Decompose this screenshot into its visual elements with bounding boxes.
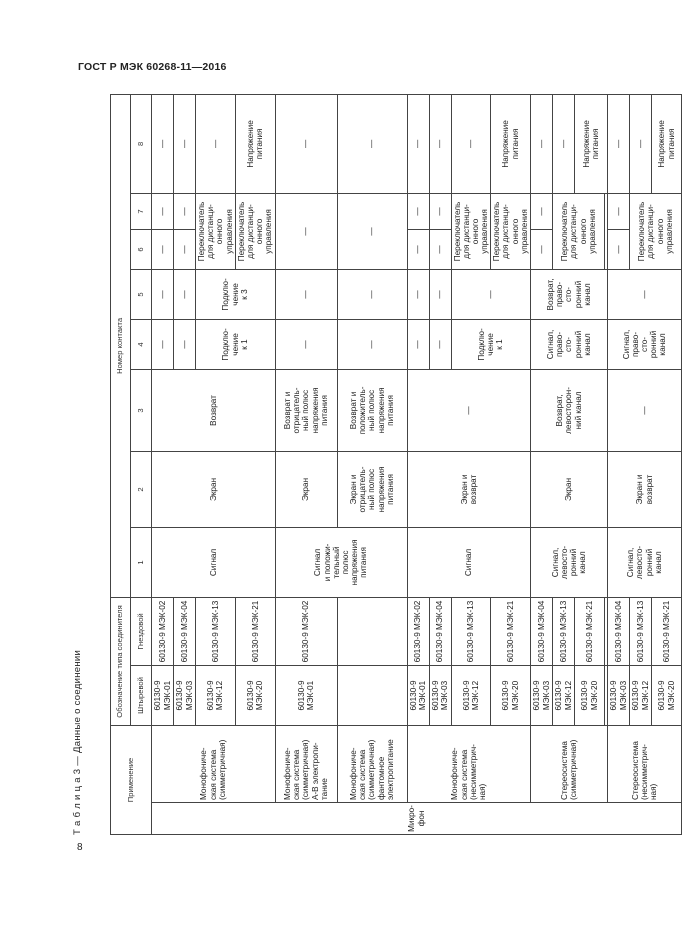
table-cell: 60130-9 МЭК-13	[553, 597, 575, 665]
page-number: 8	[77, 842, 83, 853]
table-cell: —	[275, 269, 337, 319]
table-cell: 60130-9 МЭК-02	[152, 597, 174, 665]
table-cell: —	[531, 193, 553, 229]
table-cell: —	[174, 193, 196, 229]
table-cell: 60130-9 МЭК-04	[608, 597, 630, 665]
application-mono-unsymmetric: Монофониче- ская система (несимметрич- ная)	[407, 725, 531, 802]
table-cell: —	[451, 269, 531, 319]
table-cell: 60130-9 МЭК-21	[235, 597, 275, 665]
pin-header: Штыревой	[131, 665, 152, 725]
table-cell: Сигнал	[152, 527, 276, 597]
table-cell: —	[630, 94, 652, 193]
table-cell: 60130-9 МЭК-03	[429, 665, 451, 725]
table-cell: Экран	[152, 451, 276, 527]
table-cell: —	[531, 229, 553, 269]
table-cell: Напряжение питания	[652, 94, 682, 193]
application-mono-ab: Монофониче- ская система (симметричная) А-В электропи- тание	[275, 725, 337, 802]
table-cell: Переключатель для дистанци- онного управления	[451, 193, 491, 269]
table-cell: Сигнал, право- сто- ронний канал	[531, 319, 608, 369]
table-cell: —	[407, 94, 429, 193]
table-cell: —	[174, 229, 196, 269]
table-cell: 60130-9 МЭК-21	[652, 597, 682, 665]
table-cell: Напряжение питания	[575, 94, 608, 193]
table-cell: —	[152, 319, 174, 369]
table-cell: 60130-9 МЭК-04	[429, 597, 451, 665]
application-header: Применение	[111, 725, 152, 834]
table-cell: —	[407, 319, 429, 369]
table-cell	[337, 597, 407, 665]
table-cell: Переключатель для дистанци- онного управления	[630, 193, 682, 269]
table-cell: Возврат	[152, 369, 276, 451]
table-cell: Возврат, левосторон- ний канал	[531, 369, 608, 451]
table-cell: 60130-9 МЭК-20	[575, 665, 605, 725]
table-cell: 60130-9 МЭК-21	[575, 597, 605, 665]
table-cell: 60130-9 МЭК-01	[407, 665, 429, 725]
table-caption: Т а б л и ц а 3 — Данные о соединении	[72, 649, 83, 835]
table-cell: 60130-9 МЭК-04	[531, 597, 553, 665]
table-cell: Сигнал и положи- тельный полюс напряжения питания	[275, 527, 407, 597]
table-cell: Экран и возврат	[407, 451, 531, 527]
connector-type-header: Обозначение типа соединителя	[111, 597, 131, 725]
contact-number-header: Номер контакта	[111, 94, 131, 597]
table-cell: Напряжение питания	[235, 94, 275, 193]
table-cell: Сигнал, левосто- ронний канал	[531, 527, 608, 597]
table-cell: Возврат и отрицатель- ный полюс напряжения питания	[275, 369, 337, 451]
table-cell: Возврат, право- сто- ронний канал	[531, 269, 608, 319]
table-cell: 60130-9 МЭК-03	[174, 665, 196, 725]
table-cell: —	[196, 94, 236, 193]
table-cell: Подклю- чение к 1	[451, 319, 531, 369]
table-cell: —	[407, 229, 429, 269]
table-cell: —	[275, 193, 337, 269]
table-cell: 60130-9 МЭК-12	[630, 665, 652, 725]
application-microphone: Микро- фон	[152, 803, 682, 835]
contact-7-header: 7	[131, 193, 152, 229]
table-cell: 60130-9 МЭК-13	[630, 597, 652, 665]
table-cell: Сигнал, право- сто- ронний канал	[608, 319, 682, 369]
table-cell: —	[174, 94, 196, 193]
table-cell: Экран и возврат	[608, 451, 682, 527]
table-cell: Напряжение питания	[491, 94, 531, 193]
table-cell: 60130-9 МЭК-01	[152, 665, 174, 725]
table-cell: Возврат и положитель- ный полюс напряжения питания	[337, 369, 407, 451]
table-cell: 60130-9 МЭК-02	[275, 597, 337, 665]
table-cell: 60130-9 МЭК-03	[531, 665, 553, 725]
table-cell: —	[152, 269, 174, 319]
table-cell: Подклю- чение к 1	[196, 319, 276, 369]
table-cell: —	[608, 269, 682, 319]
contact-1-header: 1	[131, 527, 152, 597]
table-cell: Сигнал	[407, 527, 531, 597]
table-cell: 60130-9 МЭК-12	[196, 665, 236, 725]
table-cell: —	[407, 193, 429, 229]
contact-3-header: 3	[131, 369, 152, 451]
document-title: ГОСТ Р МЭК 60268-11—2016	[78, 61, 227, 73]
application-mono-phantom: Монофониче- ская система (симметричная) фантомное электропитание	[337, 725, 407, 802]
table-cell: Сигнал, левосто- ронний канал	[608, 527, 682, 597]
socket-header: Гнездовой	[131, 597, 152, 665]
table-cell: 60130-9 МЭК-21	[491, 597, 531, 665]
table-cell: —	[608, 193, 630, 229]
contact-2-header: 2	[131, 451, 152, 527]
application-stereo-symmetric: Стереосистема (симметричная)	[531, 725, 608, 802]
table-cell: Переключатель для дистанци- онного управления	[235, 193, 275, 269]
table-cell: —	[174, 319, 196, 369]
contact-4-header: 4	[131, 319, 152, 369]
table-cell: 60130-9 МЭК-20	[491, 665, 531, 725]
table-cell: 60130-9 МЭК-20	[235, 665, 275, 725]
table-cell: Подклю- чение к 3	[196, 269, 276, 319]
table-cell: —	[429, 193, 451, 229]
table-cell: —	[608, 229, 630, 269]
table-cell	[337, 665, 407, 725]
table-cell: —	[275, 319, 337, 369]
table-cell: Переключатель для дистанци- онного управления	[553, 193, 605, 269]
table-cell: Переключатель для дистанци- онного управления	[491, 193, 531, 269]
contact-6-header: 6	[131, 229, 152, 269]
application-mono-symmetric: Монофониче- ская система (симметричная)	[152, 725, 276, 802]
table-cell: —	[407, 369, 531, 451]
table-cell: —	[429, 269, 451, 319]
table-cell: —	[407, 269, 429, 319]
table-cell: —	[152, 94, 174, 193]
rotated-table-block	[72, 95, 676, 835]
table-cell: 60130-9 МЭК-13	[451, 597, 491, 665]
table-cell: 60130-9 МЭК-04	[174, 597, 196, 665]
table-cell: —	[337, 269, 407, 319]
table-cell: 60130-9 МЭК-02	[407, 597, 429, 665]
table-cell: —	[337, 319, 407, 369]
contact-5-header: 5	[131, 269, 152, 319]
table-cell: —	[553, 94, 575, 193]
table-cell: 60130-9 МЭК-20	[652, 665, 682, 725]
table-cell: Экран	[531, 451, 608, 527]
table-cell: —	[608, 94, 630, 193]
table-cell: —	[451, 94, 491, 193]
table-cell: —	[275, 94, 337, 193]
table-cell: Экран	[275, 451, 337, 527]
table-cell: 60130-9 МЭК-03	[608, 665, 630, 725]
table-cell: 60130-9 МЭК-12	[451, 665, 491, 725]
table-cell: —	[152, 193, 174, 229]
connection-data-table	[110, 94, 682, 835]
table-cell: —	[174, 269, 196, 319]
application-stereo-unsymmetric: Стереосистема (несимметрич- ная)	[608, 725, 682, 802]
table-cell: —	[429, 229, 451, 269]
table-cell: —	[337, 94, 407, 193]
table-cell: 60130-9 МЭК-01	[275, 665, 337, 725]
table-cell: —	[608, 369, 682, 451]
table-cell: —	[152, 229, 174, 269]
table-cell: 60130-9 МЭК-13	[196, 597, 236, 665]
table-cell: 60130-9 МЭК-12	[553, 665, 575, 725]
table-cell: —	[429, 94, 451, 193]
table-cell: Экран и отрицатель- ный полюс напряжения питания	[337, 451, 407, 527]
table-cell: Переключатель для дистанци- онного управления	[196, 193, 236, 269]
table-cell: —	[337, 193, 407, 269]
contact-8-header: 8	[131, 94, 152, 193]
table-cell: —	[429, 319, 451, 369]
table-cell: —	[531, 94, 553, 193]
